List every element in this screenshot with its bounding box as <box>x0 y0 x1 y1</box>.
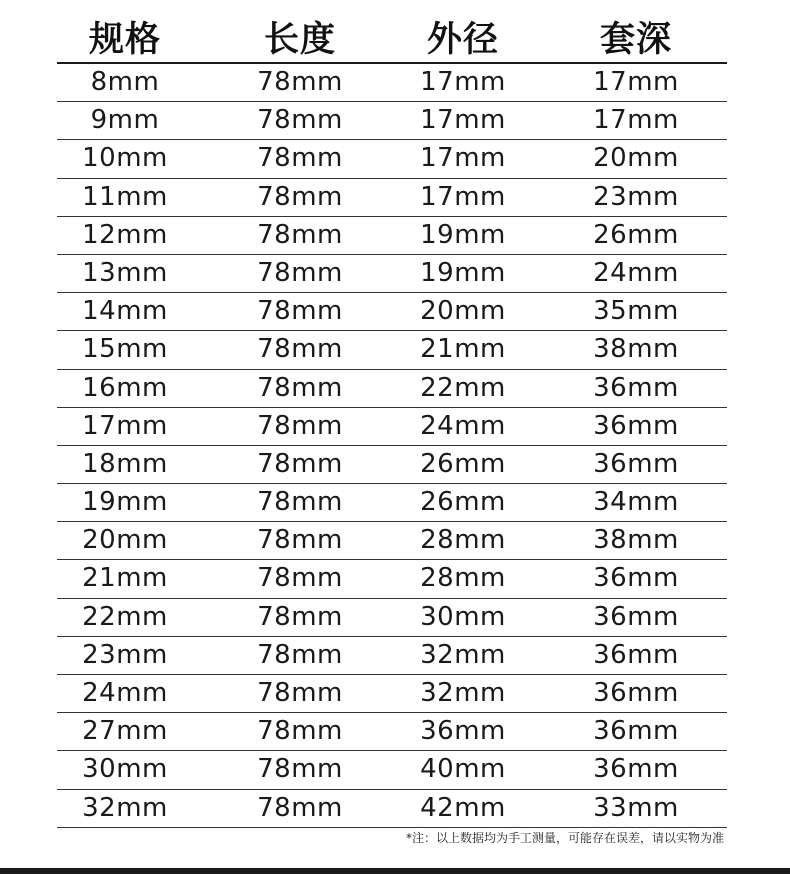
table-row <box>57 675 727 713</box>
cell-length: 78mm <box>257 639 343 670</box>
table-row <box>57 102 727 140</box>
cell-socket-depth: 36mm <box>593 372 679 403</box>
cell-spec: 30mm <box>82 754 168 785</box>
cell-outer-diameter: 28mm <box>420 563 506 594</box>
cell-length: 78mm <box>257 678 343 708</box>
cell-socket-depth: 17mm <box>593 67 679 97</box>
cell-outer-diameter: 32mm <box>420 678 506 708</box>
cell-spec: 21mm <box>82 563 168 594</box>
cell-length: 78mm <box>257 257 343 288</box>
table-row <box>57 790 727 828</box>
cell-outer-diameter: 36mm <box>420 716 506 747</box>
cell-length: 78mm <box>257 525 343 556</box>
cell-spec: 17mm <box>82 410 168 441</box>
cell-outer-diameter: 30mm <box>420 601 506 632</box>
table-row <box>57 255 727 293</box>
cell-spec: 11mm <box>82 181 168 212</box>
cell-spec: 14mm <box>82 296 168 327</box>
table-row <box>57 484 727 522</box>
cell-length: 78mm <box>257 105 343 136</box>
cell-outer-diameter: 26mm <box>420 487 506 518</box>
cell-length: 78mm <box>257 792 343 823</box>
header-outer-diameter: 外径 <box>426 20 499 60</box>
cell-length: 78mm <box>257 601 343 632</box>
cell-socket-depth: 20mm <box>593 143 679 174</box>
cell-outer-diameter: 19mm <box>420 219 506 250</box>
cell-spec: 15mm <box>82 334 168 365</box>
cell-outer-diameter: 42mm <box>420 792 506 823</box>
cell-socket-depth: 24mm <box>593 257 679 288</box>
cell-outer-diameter: 28mm <box>420 525 506 556</box>
table-header <box>57 14 727 62</box>
table-row <box>57 599 727 637</box>
table-row <box>57 637 727 675</box>
table-row <box>57 331 727 369</box>
cell-outer-diameter: 17mm <box>420 181 506 212</box>
cell-socket-depth: 36mm <box>593 754 679 785</box>
cell-spec: 10mm <box>82 143 168 174</box>
cell-socket-depth: 36mm <box>593 601 679 632</box>
cell-length: 78mm <box>257 67 343 97</box>
cell-spec: 22mm <box>82 601 168 632</box>
cell-spec: 27mm <box>82 716 168 747</box>
cell-spec: 12mm <box>82 219 168 250</box>
cell-socket-depth: 36mm <box>593 563 679 594</box>
cell-outer-diameter: 17mm <box>420 67 506 97</box>
cell-length: 78mm <box>257 334 343 365</box>
cell-spec: 24mm <box>82 678 168 708</box>
bottom-border <box>0 868 790 874</box>
cell-socket-depth: 38mm <box>593 525 679 556</box>
cell-spec: 20mm <box>82 525 168 556</box>
cell-socket-depth: 36mm <box>593 716 679 747</box>
cell-length: 78mm <box>257 448 343 479</box>
cell-length: 78mm <box>257 563 343 594</box>
cell-spec: 13mm <box>82 257 168 288</box>
table-row <box>57 370 727 408</box>
cell-outer-diameter: 40mm <box>420 754 506 785</box>
cell-length: 78mm <box>257 372 343 403</box>
cell-spec: 32mm <box>82 792 168 823</box>
cell-socket-depth: 34mm <box>593 487 679 518</box>
cell-socket-depth: 36mm <box>593 678 679 708</box>
table-row <box>57 522 727 560</box>
table-row <box>57 293 727 331</box>
cell-length: 78mm <box>257 181 343 212</box>
cell-outer-diameter: 17mm <box>420 143 506 174</box>
cell-socket-depth: 26mm <box>593 219 679 250</box>
table-row <box>57 217 727 255</box>
table-row <box>57 64 727 102</box>
cell-socket-depth: 35mm <box>593 296 679 327</box>
cell-socket-depth: 23mm <box>593 181 679 212</box>
cell-length: 78mm <box>257 143 343 174</box>
disclaimer-note: *注：以上数据均为手工测量，可能存在误差，请以实物为准 <box>405 831 724 845</box>
cell-length: 78mm <box>257 716 343 747</box>
cell-spec: 9mm <box>90 105 160 136</box>
table-row <box>57 751 727 789</box>
table-row <box>57 560 727 598</box>
table-row <box>57 140 727 178</box>
cell-socket-depth: 33mm <box>593 792 679 823</box>
cell-length: 78mm <box>257 296 343 327</box>
cell-spec: 16mm <box>82 372 168 403</box>
cell-length: 78mm <box>257 754 343 785</box>
cell-spec: 8mm <box>90 67 160 97</box>
cell-socket-depth: 36mm <box>593 410 679 441</box>
table-body <box>57 64 727 828</box>
header-length: 长度 <box>263 20 336 60</box>
cell-outer-diameter: 20mm <box>420 296 506 327</box>
cell-outer-diameter: 22mm <box>420 372 506 403</box>
cell-outer-diameter: 26mm <box>420 448 506 479</box>
cell-length: 78mm <box>257 410 343 441</box>
table-row <box>57 713 727 751</box>
cell-outer-diameter: 32mm <box>420 639 506 670</box>
header-spec: 规格 <box>88 20 161 60</box>
table-row <box>57 446 727 484</box>
table-row <box>57 408 727 446</box>
cell-spec: 19mm <box>82 487 168 518</box>
cell-length: 78mm <box>257 219 343 250</box>
cell-socket-depth: 17mm <box>593 105 679 136</box>
cell-spec: 23mm <box>82 639 168 670</box>
cell-socket-depth: 36mm <box>593 448 679 479</box>
table-row <box>57 179 727 217</box>
cell-spec: 18mm <box>82 448 168 479</box>
cell-socket-depth: 36mm <box>593 639 679 670</box>
cell-socket-depth: 38mm <box>593 334 679 365</box>
cell-outer-diameter: 21mm <box>420 334 506 365</box>
cell-outer-diameter: 19mm <box>420 257 506 288</box>
cell-outer-diameter: 17mm <box>420 105 506 136</box>
cell-outer-diameter: 24mm <box>420 410 506 441</box>
cell-length: 78mm <box>257 487 343 518</box>
header-socket-depth: 套深 <box>599 20 672 60</box>
